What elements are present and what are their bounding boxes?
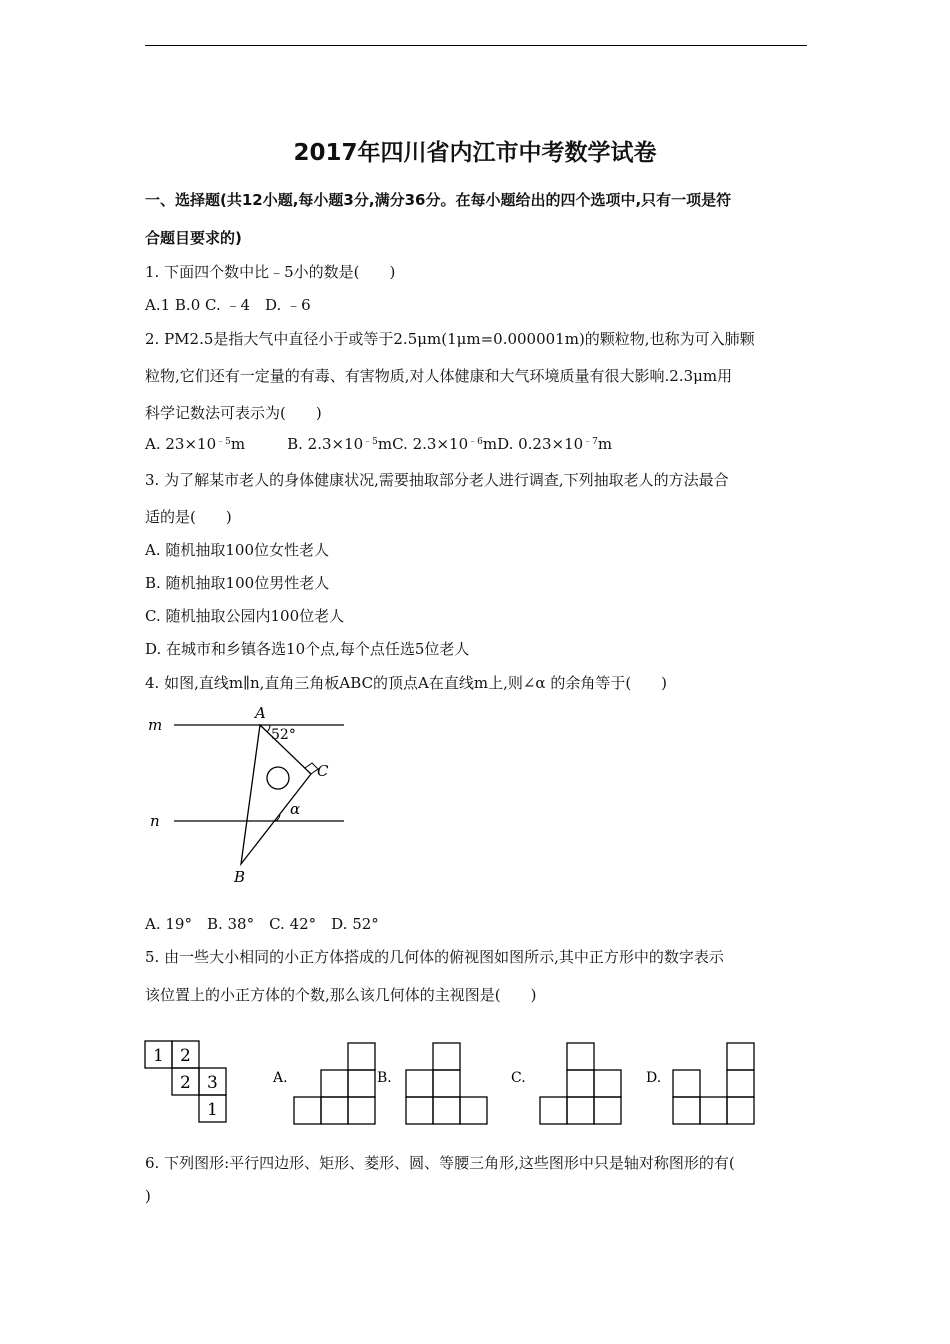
header-rule xyxy=(145,45,807,46)
section-heading-line2: 合题目要求的) xyxy=(145,229,242,247)
triangle-abc xyxy=(241,725,311,864)
option-a-label: A. xyxy=(273,1070,288,1086)
q2-option-b: B. 2.3×10 xyxy=(287,435,364,453)
option-c-front-view xyxy=(540,1043,621,1124)
q4-options: A. 19° B. 38° C. 42° D. 52° xyxy=(145,915,379,933)
label-alpha: α xyxy=(290,800,301,818)
page-title: 2017年四川省内江市中考数学试卷 xyxy=(293,140,657,166)
q2-line2: 粒物,它们还有一定量的有毒、有害物质,对人体健康和大气环境质量有很大影响.2.3μm用 xyxy=(145,367,733,385)
option-b-front-view xyxy=(406,1043,487,1124)
q2-option-d: mD. 0.23×10 xyxy=(482,435,584,453)
q4-stem: 4. 如图,直线m∥n,直角三角板ABC的顶点A在直线m上,则∠α 的余角等于( ) xyxy=(145,674,668,692)
q3-option-b: B. 随机抽取100位男性老人 xyxy=(145,574,330,592)
top-view-number: 3 xyxy=(207,1073,218,1093)
q2-option-a-unit: m xyxy=(230,435,246,453)
top-view-number: 1 xyxy=(153,1046,164,1066)
q2-option-c-exponent: ﹣6 xyxy=(468,437,483,447)
q5-figure xyxy=(135,1035,765,1130)
label-a: A xyxy=(255,704,266,722)
q3-option-a: A. 随机抽取100位女性老人 xyxy=(145,541,329,559)
angle-52-arc xyxy=(267,725,270,732)
q3-line2: 适的是( ) xyxy=(145,508,232,526)
q2-option-a-exponent: ﹣5 xyxy=(216,437,231,447)
q1-stem: 1. 下面四个数中比﹣5小的数是( ) xyxy=(145,263,396,281)
option-d-label: D. xyxy=(646,1070,662,1086)
q4-figure xyxy=(140,700,360,892)
q2-option-d-unit: m xyxy=(597,435,613,453)
label-m: m xyxy=(148,716,163,734)
q1-options: A.1 B.0 C. ﹣4 D. ﹣6 xyxy=(145,296,311,314)
section-heading-line1: 一、选择题(共12小题,每小题3分,满分36分。在每小题给出的四个选项中,只有一项是符 xyxy=(145,191,732,209)
option-a-front-view xyxy=(294,1043,375,1124)
q5-line2: 该位置上的小正方体的个数,那么该几何体的主视图是( ) xyxy=(145,986,537,1004)
label-angle-52: 52° xyxy=(271,727,296,743)
top-view-number: 1 xyxy=(207,1100,218,1120)
q2-options xyxy=(145,435,612,453)
q3-option-d: D. 在城市和乡镇各选10个点,每个点任选5位老人 xyxy=(145,640,470,658)
option-c-label: C. xyxy=(511,1070,526,1086)
top-view-number: 2 xyxy=(180,1073,191,1093)
q2-option-c: mC. 2.3×10 xyxy=(377,435,469,453)
label-c: C xyxy=(317,762,329,780)
label-n: n xyxy=(150,812,160,830)
top-view-number: 2 xyxy=(180,1046,191,1066)
q2-option-b-exponent: ﹣5 xyxy=(363,437,378,447)
q2-line1: 2. PM2.5是指大气中直径小于或等于2.5μm(1μm=0.000001m)的颗粒物,也称为可入肺颗 xyxy=(145,330,755,348)
q3-option-c: C. 随机抽取公园内100位老人 xyxy=(145,607,345,625)
q3-line1: 3. 为了解某市老人的身体健康状况,需要抽取部分老人进行调查,下列抽取老人的方法最合 xyxy=(145,471,729,489)
triangle-hole xyxy=(267,767,289,789)
q2-line3: 科学记数法可表示为( ) xyxy=(145,404,322,422)
option-d-front-view xyxy=(673,1043,754,1124)
label-b: B xyxy=(234,868,246,886)
q2-option-a: A. 23×10 xyxy=(145,435,217,453)
q6-line1: 6. 下列图形:平行四边形、矩形、菱形、圆、等腰三角形,这些图形中只是轴对称图形的有( xyxy=(145,1154,735,1172)
q6-line2: ) xyxy=(145,1187,151,1205)
q5-line1: 5. 由一些大小相同的小正方体搭成的几何体的俯视图如图所示,其中正方形中的数字表示 xyxy=(145,948,724,966)
q2-option-d-exponent: ﹣7 xyxy=(583,437,598,447)
option-b-label: B. xyxy=(377,1070,392,1086)
